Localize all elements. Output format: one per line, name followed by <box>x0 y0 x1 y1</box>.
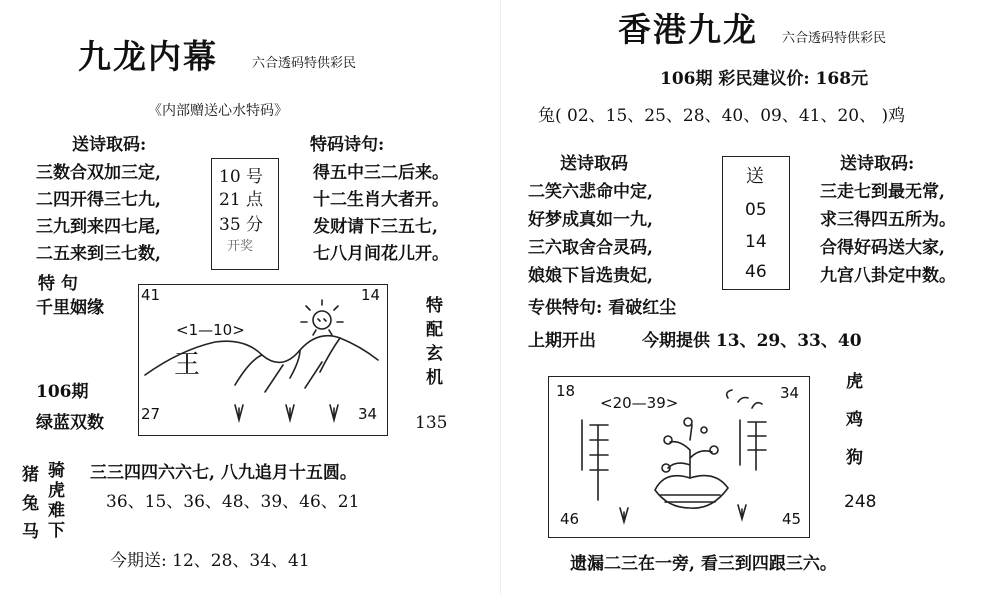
draw-time-line: 35 分 <box>219 215 264 235</box>
left-drawing-range: <1—10> <box>176 321 245 339</box>
left-poem-line: 三数合双加三定, <box>36 163 161 183</box>
left-verse-line: 三三四四六六七, 八九追月十五圆。 <box>90 463 357 483</box>
te-ju-text: 千里姻缘 <box>36 298 104 318</box>
left-number: 135 <box>415 413 448 433</box>
right-drawing-num: 45 <box>782 510 802 528</box>
left-poem-line: 二四开得三七九, <box>36 190 161 210</box>
idiom-char: 虎 <box>48 481 65 501</box>
right-footer-verse: 遗漏二三在一旁, 看三到四跟三六。 <box>570 554 837 574</box>
this-issue-numbers: 今期提供 13、29、33、40 <box>642 331 862 351</box>
right-poem-line: 求三得四五所为。 <box>820 210 956 230</box>
left-drawing-num: 27 <box>141 405 161 423</box>
left-poem-header: 送诗取码: <box>72 135 147 155</box>
left-clue-header: 特码诗句: <box>310 135 385 155</box>
draw-time-line: 21 点 <box>219 190 264 210</box>
left-vertical-char: 机 <box>426 368 443 388</box>
right-subtitle: 六合透码特供彩民 <box>782 31 887 46</box>
right-poem-line: 合得好码送大家, <box>820 238 945 258</box>
draw-time-line: 开奖 <box>227 239 254 254</box>
left-drawing-char: 王 <box>174 350 201 380</box>
left-vertical-char: 配 <box>426 320 443 340</box>
left-drawing-num: 34 <box>358 405 378 423</box>
right-drawing-range: <20—39> <box>600 394 679 412</box>
right-issue-price: 106期 彩民建议价: 168元 <box>660 69 869 89</box>
idiom-char: 骑 <box>48 461 65 481</box>
right-number: 248 <box>844 492 877 512</box>
send-box-line: 05 <box>745 200 767 220</box>
right-poem-line: 二笑六悲命中定, <box>528 182 653 202</box>
send-box-line: 46 <box>745 262 767 282</box>
left-issue: 106期 <box>36 382 89 402</box>
left-numbers-line: 36、15、36、48、39、46、21 <box>106 492 360 512</box>
right-title: 香港九龙 <box>618 10 758 49</box>
left-poem-line: 三九到来四七尾, <box>36 217 161 237</box>
panel-divider <box>500 0 501 595</box>
idiom-char: 难 <box>48 501 65 521</box>
right-drawing-num: 18 <box>556 382 576 400</box>
idiom-char: 下 <box>48 521 65 541</box>
left-poem-line: 二五来到三七数, <box>36 244 161 264</box>
right-poem-line: 九宫八卦定中数。 <box>820 266 956 286</box>
right-poem-line: 娘娘下旨选贵妃, <box>528 266 653 286</box>
left-clue-line: 七八月间花儿开。 <box>313 244 449 264</box>
left-color-pick: 绿蓝双数 <box>36 413 104 433</box>
special-phrase: 专供特句: 看破红尘 <box>528 298 677 318</box>
left-vertical-char: 特 <box>426 296 443 316</box>
zodiac-char: 马 <box>22 522 39 542</box>
left-clue-line: 得五中三二后来。 <box>313 163 449 183</box>
left-title: 九龙内幕 <box>78 37 218 76</box>
right-poem-line: 三六取舍合灵码, <box>528 238 653 258</box>
last-open-label: 上期开出 <box>528 331 596 351</box>
zodiac-char: 猪 <box>22 465 39 485</box>
left-subtitle: 六合透码特供彩民 <box>252 56 357 71</box>
left-clue-line: 发财请下三五七, <box>313 217 438 237</box>
right-zodiac: 狗 <box>846 448 863 468</box>
send-box-line: 送 <box>746 166 764 187</box>
left-tagline: 《内部赠送心水特码》 <box>148 103 288 119</box>
draw-time-line: 10 号 <box>219 167 264 187</box>
left-drawing-num: 14 <box>361 286 381 304</box>
left-vertical-char: 玄 <box>426 344 443 364</box>
right-poem-header: 送诗取码 <box>560 154 628 174</box>
right-zodiac: 虎 <box>846 372 863 392</box>
right-drawing-num: 34 <box>780 384 800 402</box>
te-ju-label: 特 句 <box>38 274 78 294</box>
right-poem-header: 送诗取码: <box>840 154 915 174</box>
right-poem-line: 好梦成真如一九, <box>528 210 653 230</box>
right-zodiac: 鸡 <box>846 410 863 430</box>
left-today-send: 今期送: 12、28、34、41 <box>110 551 310 571</box>
send-box-line: 14 <box>745 232 767 252</box>
right-poem-line: 三走七到最无常, <box>820 182 945 202</box>
right-drawing-frame <box>548 376 810 538</box>
rabbit-rooster-line: 兔( 02、15、25、28、40、09、41、20、 )鸡 <box>538 106 906 126</box>
right-drawing-num: 46 <box>560 510 580 528</box>
left-clue-line: 十二生肖大者开。 <box>313 190 449 210</box>
zodiac-char: 兔 <box>22 494 39 514</box>
left-drawing-num: 41 <box>141 286 161 304</box>
